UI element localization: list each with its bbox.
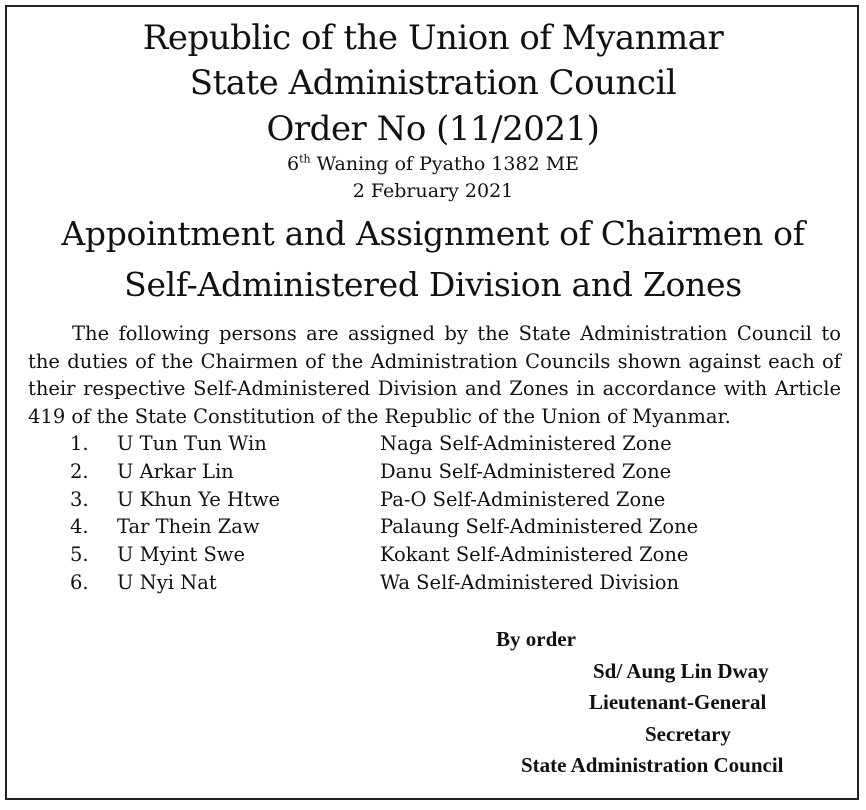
appointee-name: U Myint Swe — [117, 543, 246, 567]
appointment-list — [0, 430, 866, 597]
header-council: State Administration Council — [189, 63, 677, 103]
order-number: Order No (11/2021) — [266, 109, 600, 149]
appointment-row — [0, 430, 866, 458]
body-paragraph: The following persons are assigned by the State Administration Council to the duties of the Chairmen of the Administration Councils shown against each of their respective Self-Administered Division and Zones in accordance with Article 419 of the State Constitution of the Republic of the Union of Myanmar. — [28, 322, 841, 428]
appointee-name: U Tun Tun Win — [117, 432, 267, 455]
appointment-number: 3. — [70, 487, 89, 511]
appointment-row — [0, 486, 866, 514]
header-country: Republic of the Union of Myanmar — [142, 18, 724, 58]
lunar-date-suffix: th — [299, 152, 311, 166]
lunar-date-day: 6 — [286, 153, 300, 175]
assigned-zone: Kokant Self-Administered Zone — [380, 543, 689, 567]
signatory-position: Secretary — [645, 722, 731, 746]
by-order-label: By order — [496, 627, 576, 651]
appointment-number: 5. — [70, 543, 89, 567]
order-title-line-1: Appointment and Assignment of Chairmen of — [61, 214, 805, 253]
signatory-body: State Administration Council — [521, 753, 784, 777]
lunar-date-rest: Waning of Pyatho 1382 ME — [310, 153, 580, 175]
assigned-zone: Palaung Self-Administered Zone — [380, 515, 699, 539]
signatory-rank: Lieutenant-General — [589, 690, 767, 714]
assigned-zone: Wa Self-Administered Division — [380, 570, 680, 594]
appointee-name: U Khun Ye Htwe — [117, 487, 281, 511]
appointment-row — [0, 569, 866, 597]
appointee-name: U Arkar Lin — [117, 459, 234, 483]
appointee-name: Tar Thein Zaw — [117, 515, 260, 539]
order-title-line-2: Self-Administered Division and Zones — [124, 265, 742, 304]
assigned-zone: Naga Self-Administered Zone — [380, 432, 672, 455]
appointment-number: 6. — [70, 570, 89, 594]
lunar-date — [0, 152, 866, 176]
signatory-name: Sd/ Aung Lin Dway — [593, 659, 769, 683]
assigned-zone: Danu Self-Administered Zone — [380, 459, 672, 483]
appointment-row — [0, 458, 866, 486]
appointment-row — [0, 513, 866, 541]
assigned-zone: Pa-O Self-Administered Zone — [380, 487, 666, 511]
gregorian-date: 2 February 2021 — [352, 180, 514, 202]
appointee-name: U Nyi Nat — [117, 570, 217, 594]
appointment-row — [0, 541, 866, 569]
appointment-number: 4. — [70, 515, 89, 539]
appointment-number: 2. — [70, 459, 89, 483]
appointment-number: 1. — [70, 432, 89, 455]
